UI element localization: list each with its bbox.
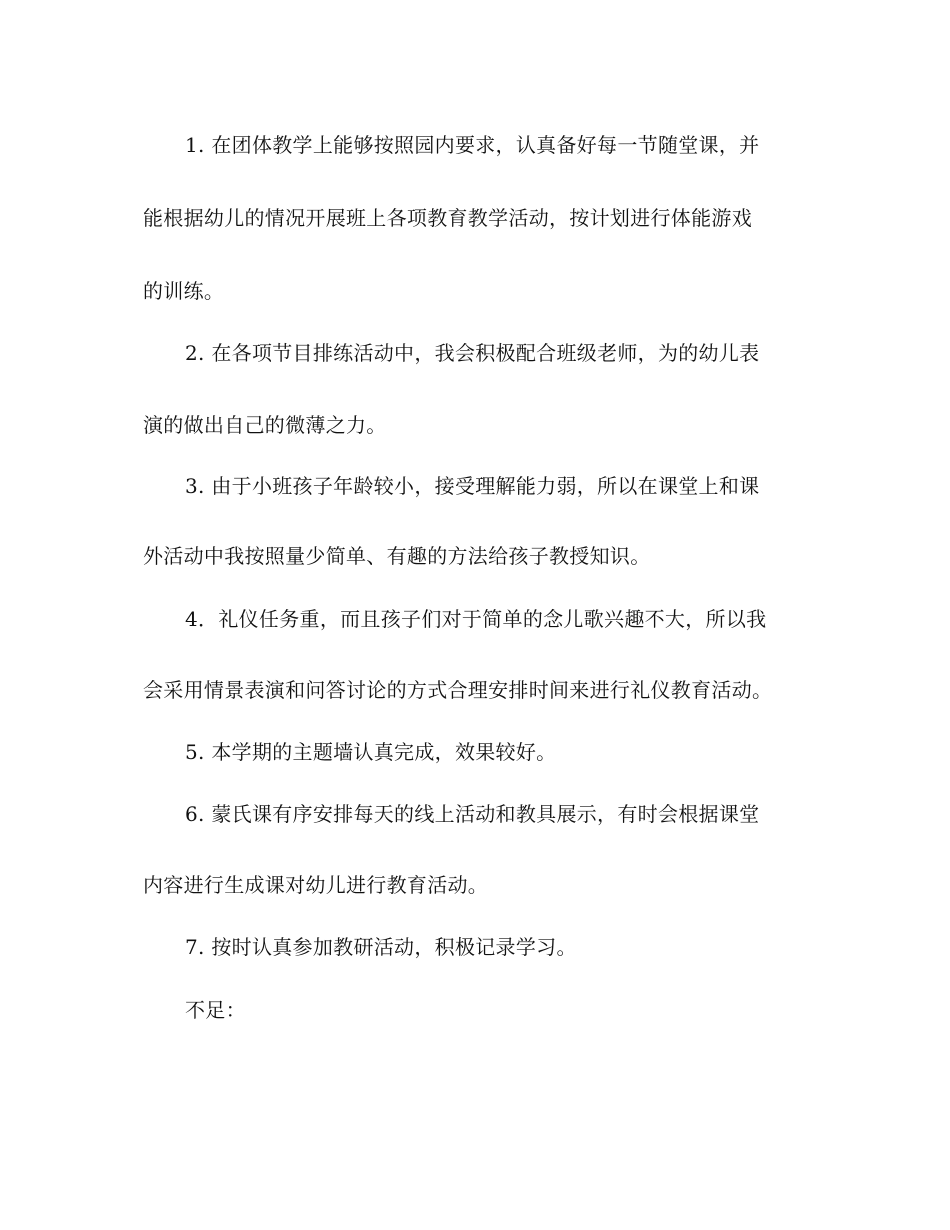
paragraph-5-line-1: 5. 本学期的主题墙认真完成，效果较好。 xyxy=(185,740,557,764)
paragraph-2-line-1: 2. 在各项节目排练活动中，我会积极配合班级老师，为的幼儿表 xyxy=(185,341,760,365)
paragraph-4-line-2: 会采用情景表演和问答讨论的方式合理安排时间来进行礼仪教育活动。 xyxy=(143,678,773,702)
paragraph-2-line-2: 演的做出自己的微薄之力。 xyxy=(143,413,387,437)
paragraph-3-line-1: 3. 由于小班孩子年龄较小，接受理解能力弱，所以在课堂上和课 xyxy=(185,474,760,498)
paragraph-3-line-2: 外活动中我按照量少简单、有趣的方法给孩子教授知识。 xyxy=(143,544,651,568)
paragraph-8-line-1: 不足： xyxy=(185,998,246,1022)
paragraph-7-line-1: 7. 按时认真参加教研活动，积极记录学习。 xyxy=(185,935,577,959)
paragraph-1-line-2: 能根据幼儿的情况开展班上各项教育教学活动，按计划进行体能游戏 xyxy=(143,206,752,230)
paragraph-1-line-3: 的训练。 xyxy=(143,279,225,303)
paragraph-6-line-2: 内容进行生成课对幼儿进行教育活动。 xyxy=(143,873,489,897)
paragraph-1-line-1: 1. 在团体教学上能够按照园内要求，认真备好每一节随堂课，并 xyxy=(185,133,760,157)
paragraph-6-line-1: 6. 蒙氏课有序安排每天的线上活动和教具展示，有时会根据课堂 xyxy=(185,802,760,826)
paragraph-4-line-1: 4．礼仪任务重，而且孩子们对于简单的念儿歌兴趣不大，所以我 xyxy=(185,607,767,631)
